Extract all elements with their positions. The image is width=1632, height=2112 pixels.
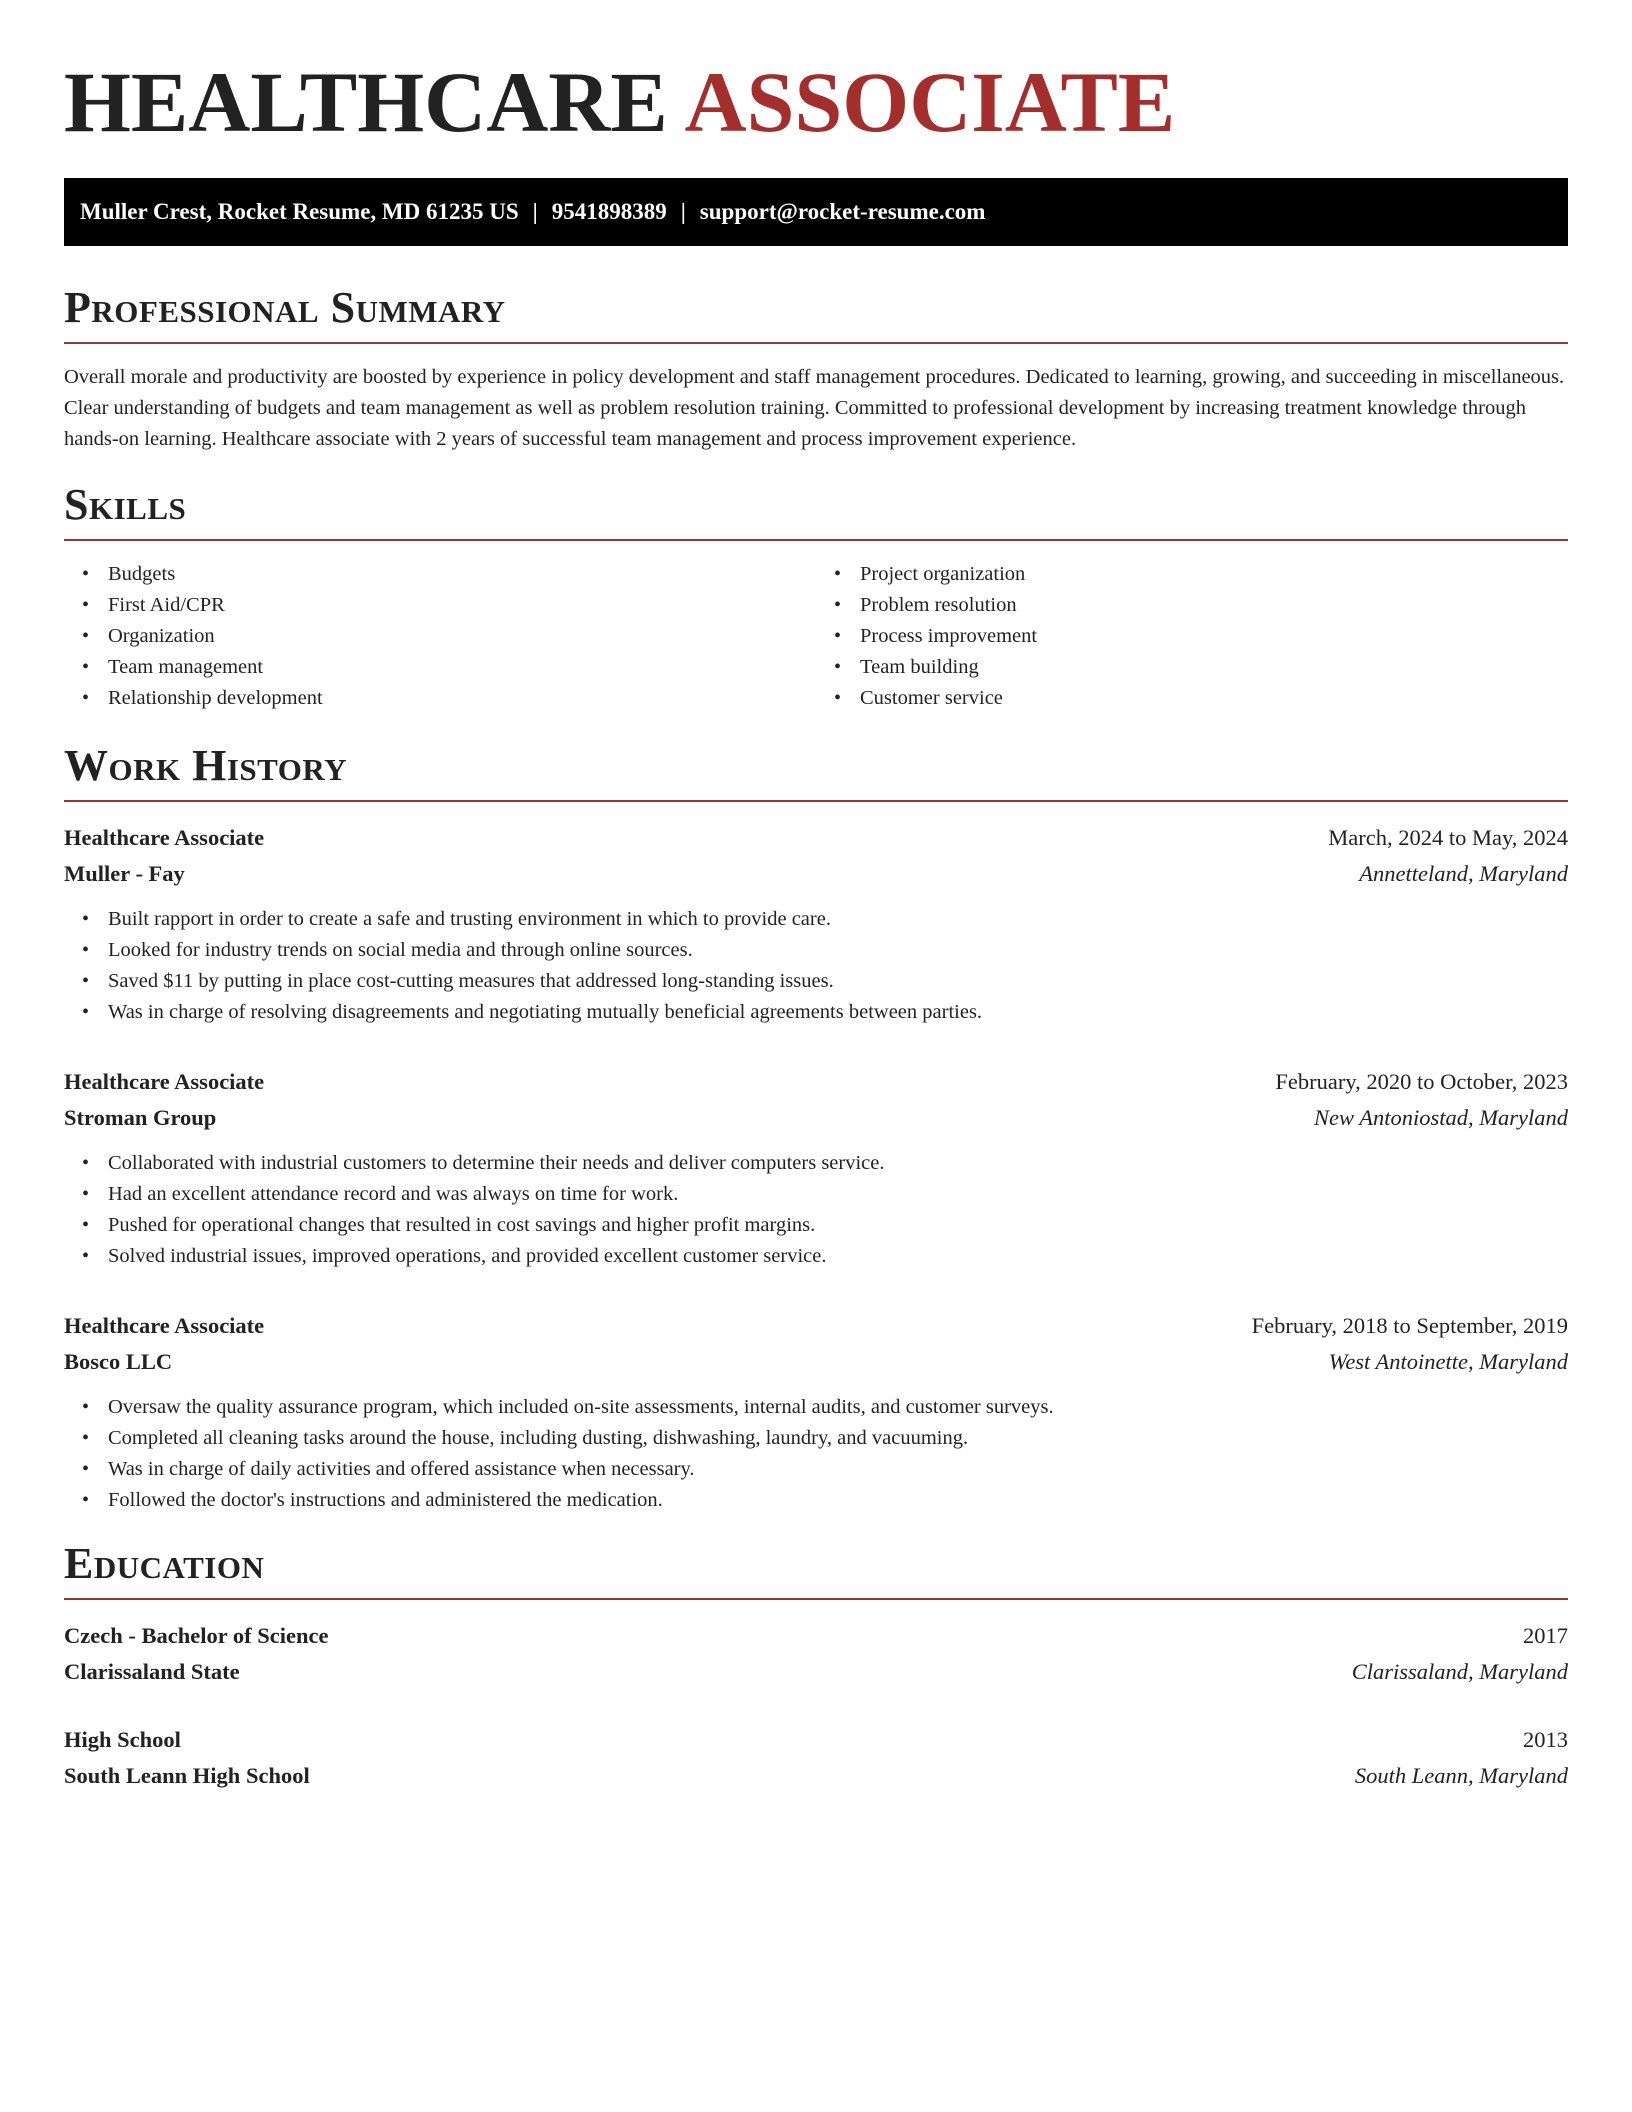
job-dates: March, 2024 to May, 2024: [1328, 825, 1568, 850]
work-history-heading: Work History: [64, 741, 348, 790]
skills-heading: Skills: [64, 480, 187, 529]
education-location: Clarissaland, Maryland: [1351, 1659, 1568, 1684]
section-divider: [64, 539, 1568, 541]
skill-item: • Process improvement: [860, 621, 1568, 652]
job-location: New Antoniostad, Maryland: [1314, 1105, 1568, 1130]
job-bullet: • Built rapport in order to create a safe and trusting environment in which to provide care.: [108, 904, 1568, 935]
skills-list-left: [64, 559, 816, 714]
education-school-row: [64, 1654, 1568, 1690]
job-header-row: [64, 1064, 1568, 1100]
job-company: Muller - Fay: [64, 861, 185, 886]
job-bullet: • Looked for industry trends on social media and through online sources.: [108, 935, 1568, 966]
job-entry: [64, 1308, 1568, 1516]
education-location: South Leann, Maryland: [1354, 1763, 1568, 1788]
skills-section: [64, 479, 1568, 714]
skill-item: • Team management: [108, 652, 816, 683]
education-degree: High School: [64, 1727, 181, 1752]
summary-section: [64, 282, 1568, 455]
job-bullets: [64, 904, 1568, 1028]
job-company-row: [64, 1344, 1568, 1380]
job-company-row: [64, 1100, 1568, 1136]
skill-item: • Project organization: [860, 559, 1568, 590]
skill-item: • First Aid/CPR: [108, 590, 816, 621]
education-section: [64, 1538, 1568, 1794]
education-school-row: [64, 1758, 1568, 1794]
job-location: West Antoinette, Maryland: [1328, 1349, 1568, 1374]
title-first-word: HEALTHCARE: [64, 54, 668, 150]
skills-list-right: [816, 559, 1568, 714]
education-school: Clarissaland State: [64, 1659, 240, 1684]
job-dates: February, 2020 to October, 2023: [1275, 1069, 1568, 1094]
education-year: 2013: [1523, 1727, 1568, 1752]
job-company-row: [64, 856, 1568, 892]
job-header-row: [64, 1308, 1568, 1344]
job-bullet: • Collaborated with industrial customers to determine their needs and deliver computers service.: [108, 1148, 1568, 1179]
job-position: Healthcare Associate: [64, 825, 265, 850]
job-company: Bosco LLC: [64, 1349, 173, 1374]
title-second-word: ASSOCIATE: [684, 54, 1176, 150]
contact-address: Muller Crest, Rocket Resume, MD 61235 US: [80, 199, 519, 224]
job-bullets: [64, 1392, 1568, 1516]
job-bullet: • Pushed for operational changes that resulted in cost savings and higher profit margins.: [108, 1210, 1568, 1241]
job-company: Stroman Group: [64, 1105, 217, 1130]
skill-item: • Organization: [108, 621, 816, 652]
education-entry: [64, 1722, 1568, 1794]
education-school: South Leann High School: [64, 1763, 310, 1788]
job-entry: [64, 820, 1568, 1028]
education-header-row: [64, 1618, 1568, 1654]
resume-title: [64, 52, 1568, 152]
contact-email: support@rocket-resume.com: [699, 199, 986, 224]
summary-heading: Professional Summary: [64, 283, 506, 332]
job-bullet: • Was in charge of resolving disagreements and negotiating mutually beneficial agreements between parties.: [108, 997, 1568, 1028]
summary-text: Overall morale and productivity are boosted by experience in policy development and staff management procedures. Dedicated to learning, growing, and succeeding in miscellaneous. Clear understanding of budgets and team management as well as problem resolution training. Committed to professional development by increasing treatment knowledge through hands-on learning. Healthcare associate with 2 years of successful team management and process improvement experience.: [64, 366, 1565, 450]
job-location: Annetteland, Maryland: [1359, 861, 1568, 886]
job-bullet: • Solved industrial issues, improved operations, and provided excellent customer service.: [108, 1241, 1568, 1272]
education-year: 2017: [1523, 1623, 1568, 1648]
skill-item: • Budgets: [108, 559, 816, 590]
contact-phone: 9541898389: [551, 199, 667, 224]
job-bullet: • Followed the doctor's instructions and administered the medication.: [108, 1485, 1568, 1516]
skill-item: • Customer service: [860, 683, 1568, 714]
job-bullet: • Was in charge of daily activities and offered assistance when necessary.: [108, 1454, 1568, 1485]
skill-item: • Relationship development: [108, 683, 816, 714]
education-entry: [64, 1618, 1568, 1690]
section-divider: [64, 342, 1568, 344]
work-history-section: [64, 740, 1568, 1516]
job-bullet: • Saved $11 by putting in place cost-cutting measures that addressed long-standing issues.: [108, 966, 1568, 997]
job-entry: [64, 1064, 1568, 1272]
contact-bar: [64, 178, 1568, 246]
job-bullet: • Had an excellent attendance record and was always on time for work.: [108, 1179, 1568, 1210]
skill-item: • Problem resolution: [860, 590, 1568, 621]
skill-item: • Team building: [860, 652, 1568, 683]
job-bullet: • Completed all cleaning tasks around the house, including dusting, dishwashing, laundry, and vacuuming.: [108, 1423, 1568, 1454]
education-degree: Czech - Bachelor of Science: [64, 1623, 329, 1648]
job-position: Healthcare Associate: [64, 1069, 265, 1094]
job-header-row: [64, 820, 1568, 856]
job-bullets: [64, 1148, 1568, 1272]
contact-separator: |: [532, 199, 538, 224]
job-position: Healthcare Associate: [64, 1313, 265, 1338]
section-divider: [64, 1598, 1568, 1600]
section-divider: [64, 800, 1568, 802]
skills-columns: [64, 559, 1568, 714]
contact-separator: |: [680, 199, 686, 224]
education-header-row: [64, 1722, 1568, 1758]
education-heading: Education: [64, 1539, 265, 1588]
job-dates: February, 2018 to September, 2019: [1251, 1313, 1568, 1338]
job-bullet: • Oversaw the quality assurance program, which included on-site assessments, internal audits, and customer surveys.: [108, 1392, 1568, 1423]
